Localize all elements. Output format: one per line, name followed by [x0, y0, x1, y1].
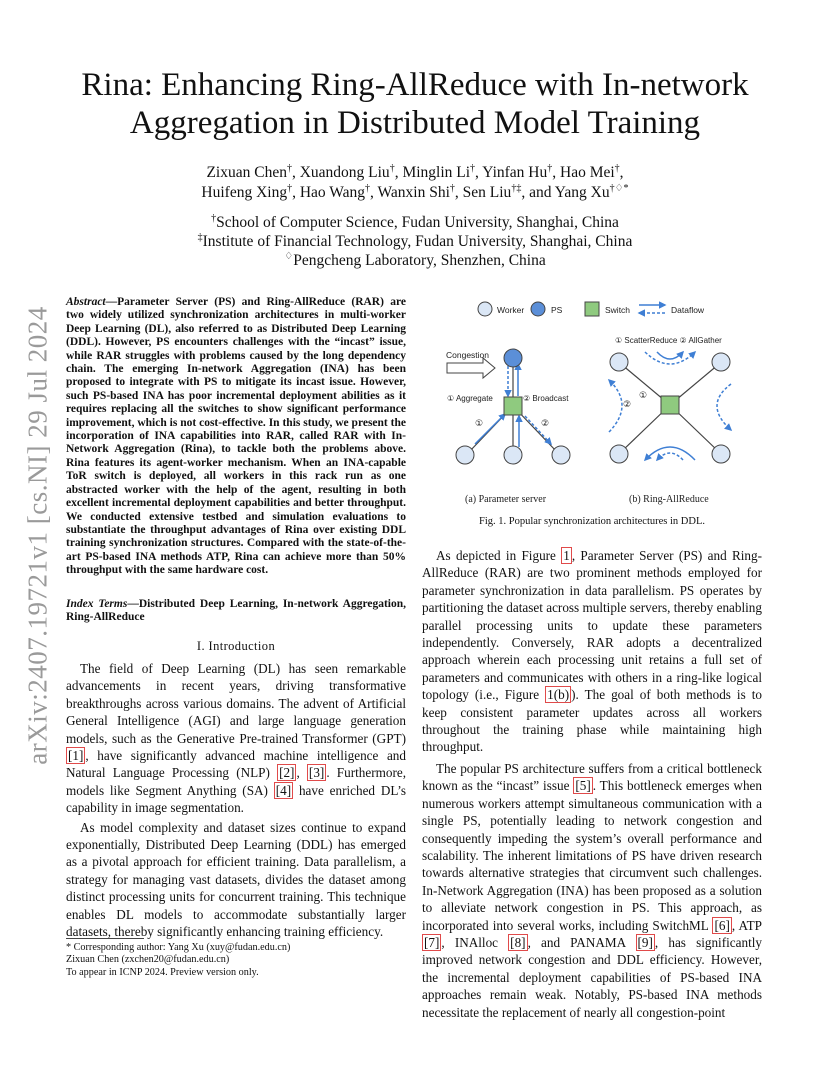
citation-link[interactable]: [7]	[424, 934, 440, 950]
affiliation-text: School of Computer Science, Fudan University, Shanghai, China	[216, 214, 619, 231]
affiliation	[80, 232, 750, 251]
affiliation	[80, 213, 750, 232]
author-mark: †	[614, 162, 620, 174]
author: Hao Mei	[560, 164, 615, 181]
arxiv-stamp	[8, 300, 68, 770]
aggregate-label: ① Aggregate	[447, 394, 493, 403]
rar-steps-label: ① ScatterReduce ② AllGather	[615, 336, 722, 345]
ring-arrow	[717, 384, 731, 430]
step-1-label: ①	[475, 418, 484, 428]
text-run: The popular PS architecture suffers from a critical bottleneck known as the “incast” issue	[422, 760, 762, 794]
introduction-text	[66, 660, 406, 941]
author-mark: †	[287, 182, 293, 194]
worker-node	[712, 445, 730, 463]
footnote: To appear in ICNP 2024. Preview version only.	[66, 966, 259, 978]
author-mark: †♢*	[609, 182, 629, 194]
affiliation-mark: ♢	[284, 250, 294, 262]
figure-legend	[478, 302, 705, 316]
citation-link[interactable]: [5]	[575, 778, 591, 794]
abstract-label: Abstract	[66, 296, 106, 308]
citation-link[interactable]: [8]	[510, 934, 526, 950]
author-mark: †	[286, 162, 292, 174]
author-mark: †	[389, 162, 395, 174]
author: Hao Wang	[299, 184, 366, 201]
figure-caption-text: Fig. 1. Popular synchronization architectures in DDL.	[479, 516, 705, 527]
text-run: , has significantly improved network congestion and DDL efficiency. However, the incremental deployment capabilities of PS-based INA approaches remain weak. Notably, PS-based INA methods necessitate the replacement of nearly all congestion-point	[422, 934, 762, 1020]
footnote: Zixuan Chen (zxchen20@fudan.edu.cn)	[66, 954, 230, 966]
figure-link[interactable]: 1	[563, 548, 570, 563]
affiliation	[80, 251, 750, 270]
figure-caption	[422, 516, 762, 527]
worker-node	[456, 446, 474, 464]
legend-switch: Switch	[605, 305, 631, 315]
author-list	[80, 163, 750, 203]
author-line-1: Zixuan Chen†, Xuandong Liu†, Minglin Li†, Yinfan Hu†, Hao Mei†,	[206, 162, 624, 181]
affiliation-mark: †	[211, 212, 217, 224]
paragraph	[66, 660, 406, 817]
worker-node	[610, 353, 628, 371]
author-mark: †‡	[511, 182, 522, 194]
legend-ps: PS	[551, 305, 563, 315]
text-run: . This bottleneck emerges when numerous workers attempt simultaneous communication with a single PS, potentially leading to network congestion and consequently impeding the system’s overall performance and scalability. The inherent limitations of PS have driven research towards alternative strategies that circumvent such challenges. In-Network Aggregation (INA) has been proposed as a solution to alleviate network congestion in PS. This approach, as incorporated into several works, including SwitchML	[422, 778, 762, 933]
author-mark: †	[365, 182, 371, 194]
ring-arrow	[657, 352, 683, 359]
affiliation-text: Pengcheng Laboratory, Shenzhen, China	[293, 252, 546, 269]
text-run: The field of Deep Learning (DL) has seen remarkable advancements in recent years, driving transformative breakthroughs across various domains. The advent of Artificial General Intelligence (AGI) and large language generation models, such as the Generative Pre-trained Transformer (GPT)	[66, 661, 406, 746]
switch-node	[504, 397, 522, 415]
text-run: . Furthermore, models like Segment Anything (SA)	[66, 765, 406, 798]
text-run: , have significantly advanced machine intelligence and Natural Language Processing (NLP)	[66, 748, 406, 781]
affiliation-text: Institute of Financial Technology, Fudan University, Shanghai, China	[202, 233, 633, 250]
abstract	[66, 296, 406, 578]
author: Yinfan Hu	[482, 164, 548, 181]
citation-link[interactable]: [6]	[714, 917, 730, 933]
subcaption-a: (a) Parameter server	[465, 494, 547, 505]
index-terms-text: —Distributed Deep Learning, In-network Aggregation, Ring-AllReduce	[66, 598, 406, 624]
worker-node	[552, 446, 570, 464]
index-terms	[66, 598, 406, 625]
citation-link[interactable]: [1]	[68, 748, 84, 764]
subcaption-b: (b) Ring-AllReduce	[629, 494, 709, 505]
text-run: , Parameter Server (PS) and Ring-AllReduce (RAR) are two prominent methods employed for parameter synchronization in data parallelism. PS operates by partitioning the dataset across multiple servers, thereby enabling parallel processing units to update these parameters independently. Conversely, RAR adopts a decentralized approach wherein each processing unit retains a full set of parameters and communicates with others in a ring-like logical topology (i.e., Figure	[422, 548, 763, 703]
author: Xuandong Liu	[299, 164, 390, 181]
section-heading-text: I. Introduction	[196, 639, 276, 653]
section-heading	[66, 639, 406, 654]
citation-link[interactable]: [2]	[279, 765, 295, 781]
ps-legend-icon	[531, 302, 545, 316]
text-run: , and PANAMA	[527, 934, 636, 950]
author-mark: †	[547, 162, 553, 174]
text-run: , INAlloc	[441, 934, 509, 950]
author: Huifeng Xing	[201, 184, 288, 201]
text-run: ). The goal of both methods is to keep consistent parameter updates across all workers throughout the training phase while maintaining high throughput.	[422, 687, 762, 755]
congestion-label: Congestion	[446, 350, 490, 360]
paper-title	[60, 66, 770, 142]
congestion-arrow	[447, 358, 495, 378]
figure-link[interactable]: 1(b)	[547, 687, 570, 703]
abstract-text: —Parameter Server (PS) and Ring-AllReduce (RAR) are two widely utilized synchronization architectures in multi-worker Deep Learning (DL), also referred to as Distributed Deep Learning (DDL). However, PS encounters challenges with the “incast” issue, while RAR struggles with problems caused by the long dependency chain. The emerging In-network Aggregation (INA) has been proposed to integrate with PS to mitigate its incast issue. However, such PS-based INA has poor incremental deployment abilities as it requires replacing all the switches to show significant performance improvement, which is not cost-effective. In this study, we present the incorporation of INA capabilities into RAR, called RAR with In-Network Aggregation (Rina), to tackle both the problems above. Rina features its agent-worker mechanism. When an INA-capable ToR switch is deployed, all workers in this rack run as one abstracted worker with the help of the agent, resulting in both excellent incremental deployment capabilities and better throughput. We conducted extensive testbed and simulation evaluations to substantiate the throughput advantages of Rina over existing DDL training synchronization structures. Compared with the state-of-the-art PS-based INA methods ATP, Rina can achieve more than 50% throughput with the same hardware cost.	[66, 296, 406, 577]
ps-node	[504, 349, 522, 367]
author: Zixuan Chen	[206, 164, 287, 181]
title-line-2: Aggregation in Distributed Model Training	[129, 105, 701, 141]
ring-arrow	[657, 453, 683, 460]
legend-worker: Worker	[497, 305, 525, 315]
footnote: * Corresponding author: Yang Xu (xuy@fudan.edu.cn)	[66, 942, 291, 953]
citation-link[interactable]: [3]	[308, 765, 325, 781]
switch-legend-icon	[585, 302, 599, 316]
paragraph	[422, 547, 762, 756]
affiliations	[80, 213, 750, 270]
figure-1	[433, 292, 763, 510]
author-line-2: Huifeng Xing†, Hao Wang†, Wanxin Shi†, Sen Liu†‡, and Yang Xu†♢*	[201, 182, 629, 201]
ring-arrow	[645, 352, 695, 364]
worker-node	[504, 446, 522, 464]
author: Sen Liu	[462, 184, 512, 201]
text-run: have enriched DL’s capability in image segmentation.	[66, 782, 406, 816]
worker-legend-icon	[478, 302, 492, 316]
step-2-label: ②	[623, 399, 632, 409]
footnotes	[66, 938, 406, 979]
paragraph: As model complexity and dataset sizes continue to expand exponentially, Distributed Deep Learning (DDL) has emerged as a pivotal approach for efficient training. Data parallelism, a strategy for managing vast datasets, divides the dataset among distinct processing units for concurrent training. This technique enables DL models to accommodate substantially larger datasets, thereby significantly enhancing training efficiency.	[66, 819, 406, 940]
paragraph	[422, 760, 762, 1021]
text-run: ,	[296, 765, 307, 781]
author: and Yang Xu	[529, 184, 610, 201]
citation-link[interactable]: [9]	[637, 934, 653, 950]
right-column-text	[422, 547, 762, 1021]
arxiv-stamp-text: arXiv:2407.19721v1 [cs.NI] 29 Jul 2024	[22, 305, 53, 765]
step-2-label: ②	[541, 418, 550, 428]
worker-node	[610, 445, 628, 463]
affiliation-mark: ‡	[197, 231, 203, 243]
citation-link[interactable]: [4]	[275, 782, 292, 798]
footnote-rule	[66, 938, 144, 939]
author-mark: †	[470, 162, 476, 174]
author-mark: †	[449, 182, 455, 194]
text-run: As depicted in Figure	[436, 548, 562, 563]
index-terms-label: Index Terms	[66, 598, 128, 610]
text-run: , ATP	[731, 917, 762, 933]
rar-diagram	[609, 336, 731, 463]
worker-node	[712, 353, 730, 371]
title-line-1: Rina: Enhancing Ring-AllReduce with In-network	[81, 67, 749, 103]
legend-dataflow: Dataflow	[671, 305, 705, 315]
broadcast-label: ② Broadcast	[523, 394, 569, 403]
figure-1-diagram	[433, 292, 763, 510]
ps-diagram	[446, 349, 570, 464]
step-1-label: ①	[639, 390, 648, 400]
author: Minglin Li	[402, 164, 471, 181]
ring-arrow	[609, 380, 622, 432]
author: Wanxin Shi	[377, 184, 450, 201]
switch-node	[661, 396, 679, 414]
